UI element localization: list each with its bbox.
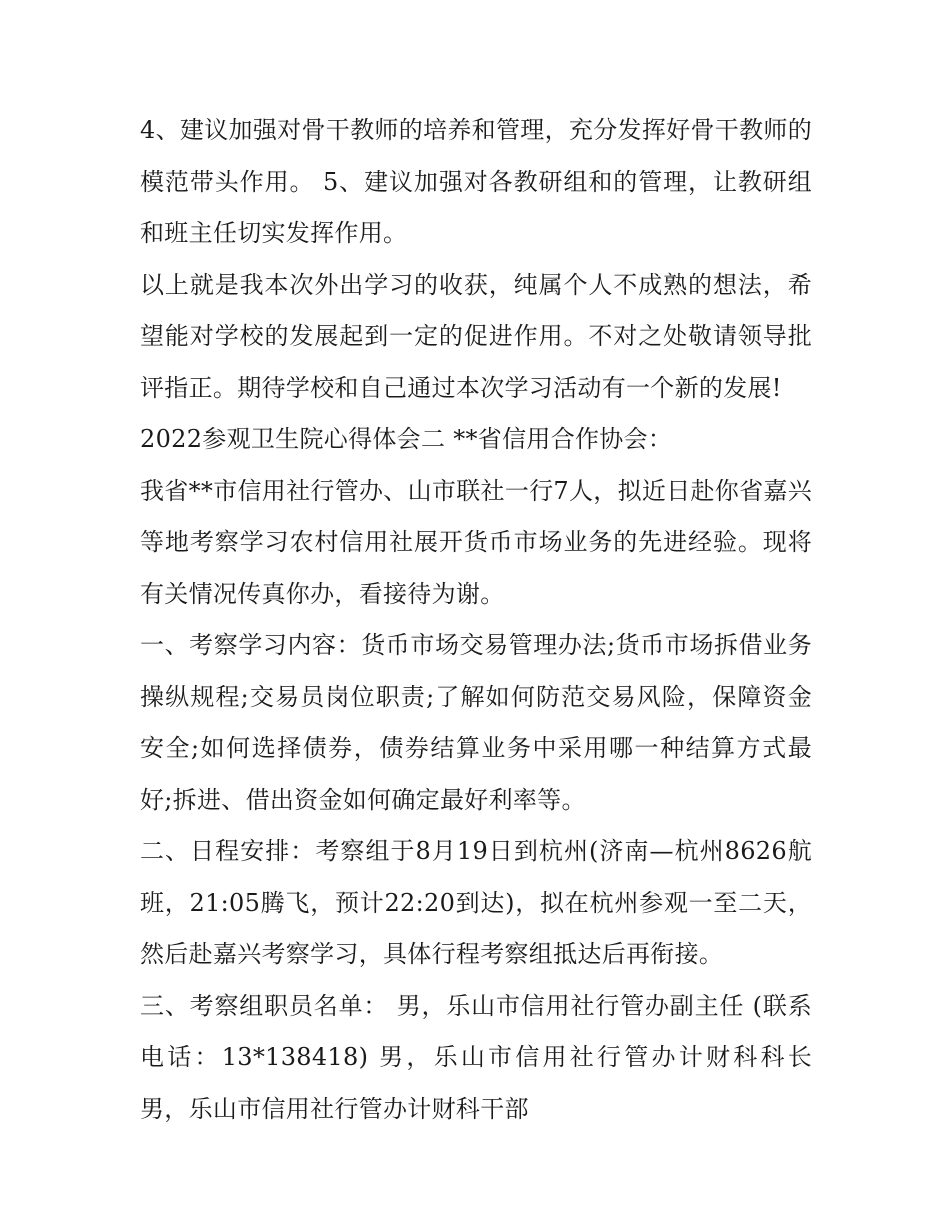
paragraph-schedule: 二、日程安排：考察组于8月19日到杭州(济南—杭州8626航班，21:05腾飞，预计22:20到达)，拟在杭州参观一至二天，然后赴嘉兴考察学习，具体行程考察组抵达后再衔接。 — [140, 837, 812, 968]
document-body — [140, 105, 812, 1135]
paragraph-conclusion: 以上就是我本次外出学习的收获，纯属个人不成熟的想法，希望能对学校的发展起到一定的促进作用。不对之处敬请领导批评指正。期待学校和自己通过本次学习活动有一个新的发展! — [140, 270, 812, 402]
paragraph-introduction: 我省**市信用社行管办、山市联社一行7人，拟近日赴你省嘉兴等地考察学习农村信用社展开货币市场业务的先进经验。现将有关情况传真你办，看接待为谢。 — [140, 476, 812, 608]
paragraph-study-content: 一、考察学习内容：货币市场交易管理办法;货币市场拆借业务操纵规程;交易员岗位职责;了解如何防范交易风险，保障资金安全;如何选择债券，债券结算业务中采用哪一种结算方式最好;拆进、借出资金如何确定最好利率等。 — [140, 631, 812, 814]
paragraph-staff-list: 三、考察组职员名单： 男，乐山市信用社行管办副主任 (联系电话：13*138418) 男，乐山市信用社行管办计财科科长 男，乐山市信用社行管办计财科干部 — [140, 991, 812, 1123]
section-heading: 2022参观卫生院心得体会二 **省信用合作协会： — [140, 425, 673, 453]
paragraph-suggestions: 4、建议加强对骨干教师的培养和管理，充分发挥好骨干教师的模范带头作用。 5、建议加强对各教研组和的管理，让教研组和班主任切实发挥作用。 — [140, 116, 812, 247]
